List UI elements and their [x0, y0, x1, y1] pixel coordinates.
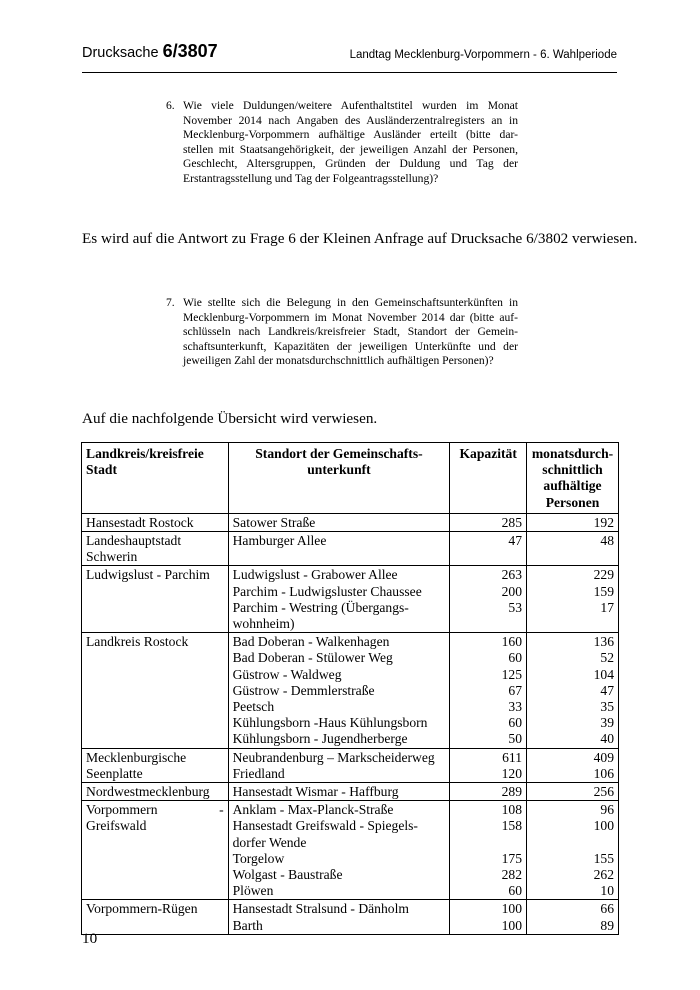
question-7-line: schlüsseln nach Landkreis/kreisfreier Stadt, Standort der Gemein-: [183, 325, 518, 339]
average-cell: 229 159 17: [527, 566, 619, 633]
location-cell: Neubrandenburg – Markscheiderweg Friedland: [228, 748, 450, 782]
question-6-line: Wie viele Duldungen/weitere Aufenthaltstitel wurden im Monat: [183, 99, 518, 112]
table-header-row: [82, 443, 619, 514]
district-cell: Landkreis Rostock: [82, 633, 229, 748]
question-6: [166, 99, 518, 187]
average-cell: 256: [527, 783, 619, 801]
document-reference: [82, 41, 218, 62]
average-cell: 66 89: [527, 900, 619, 934]
table-row: [82, 801, 619, 900]
location-cell: Hamburger Allee: [228, 532, 450, 566]
average-cell: 409 106: [527, 748, 619, 782]
location-cell: Anklam - Max-Planck-Straße Hansestadt Greifswald - Spiegels- dorfer Wende Torgelow Wolgast - Baustraße Plöwen: [228, 801, 450, 900]
table-row: [82, 513, 619, 531]
question-7: [166, 296, 518, 369]
district-cell: Vorpommern-Rügen: [82, 900, 229, 934]
district-cell: Vorpommern - Greifswald: [82, 801, 229, 900]
location-cell: Hansestadt Stralsund - Dänholm Barth: [228, 900, 450, 934]
parliament-name: Landtag Mecklenburg-Vorpommern - 6. Wahlperiode: [349, 49, 617, 61]
header-rule: [82, 72, 617, 73]
table-row: [82, 532, 619, 566]
header-district: Landkreis/kreisfreie Stadt: [82, 443, 229, 514]
document-prefix: Drucksache: [82, 45, 163, 61]
average-cell: 136 52 104 47 35 39 40: [527, 633, 619, 748]
accommodation-table: [81, 442, 619, 935]
question-7-line: Mecklenburg-Vorpommern im Monat November 2014 dar (bitte auf-: [183, 310, 518, 324]
average-cell: 48: [527, 532, 619, 566]
location-cell: Bad Doberan - Walkenhagen Bad Doberan - Stülower Weg Güstrow - Waldweg Güstrow - Demmlerstraße Peetsch Kühlungsborn -Haus Kühlungsborn Kühlungsborn - Jugendherberge: [228, 633, 450, 748]
table-row: [82, 566, 619, 633]
question-6-line: Geschlecht, Altersgruppen, Gründen der Duldung und Tag der: [183, 157, 518, 171]
question-7-line: jeweiligen Zahl der monatsdurchschnittlich aufhältigen Personen)?: [183, 354, 494, 368]
question-7-number: 7.: [166, 296, 175, 309]
document-number: 6/3807: [162, 41, 218, 61]
page-header: [82, 42, 617, 64]
answer-6: Es wird auf die Antwort zu Frage 6 der Kleinen Anfrage auf Drucksache 6/3802 verwiesen.: [82, 230, 638, 247]
header-average-persons: monatsdurch- schnittlich aufhältige Personen: [527, 443, 619, 514]
location-cell: Ludwigslust - Grabower Allee Parchim - Ludwigsluster Chaussee Parchim - Westring (Übergangs- wohnheim): [228, 566, 450, 633]
capacity-cell: 285: [450, 513, 527, 531]
capacity-cell: 289: [450, 783, 527, 801]
table-row: [82, 633, 619, 748]
district-cell: Hansestadt Rostock: [82, 513, 229, 531]
question-6-line: Erstantragsstellung und Tag der Folgeantragsstellung)?: [183, 171, 439, 185]
capacity-cell: 611 120: [450, 748, 527, 782]
question-7-line: Wie stellte sich die Belegung in den Gemeinschaftsunterkünften in: [183, 296, 518, 309]
district-cell: Nordwestmecklenburg: [82, 783, 229, 801]
answer-7: Auf die nachfolgende Übersicht wird verwiesen.: [82, 410, 378, 427]
average-cell: 192: [527, 513, 619, 531]
capacity-cell: 47: [450, 532, 527, 566]
district-cell: Landeshauptstadt Schwerin: [82, 532, 229, 566]
location-cell: Satower Straße: [228, 513, 450, 531]
header-capacity: Kapazität: [450, 443, 527, 514]
header-location: Standort der Gemeinschafts- unterkunft: [228, 443, 450, 514]
table-row: [82, 748, 619, 782]
capacity-cell: 108 158 175 282 60: [450, 801, 527, 900]
question-6-line: November 2014 nach Angaben des Ausländerzentralregisters an in: [183, 113, 518, 127]
capacity-cell: 100 100: [450, 900, 527, 934]
question-6-line: Mecklenburg-Vorpommern aufhältige Ausländer erteilt (bitte dar-: [183, 128, 518, 142]
table-row: [82, 900, 619, 934]
capacity-cell: 263 200 53: [450, 566, 527, 633]
location-cell: Hansestadt Wismar - Haffburg: [228, 783, 450, 801]
question-6-line: stellen mit Staatsangehörigkeit, der jeweiligen Anzahl der Personen,: [183, 142, 518, 156]
question-7-line: schaftsunterkunft, Kapazitäten der jeweiligen Unterkünfte und der: [183, 339, 518, 353]
page-number: 10: [82, 930, 98, 947]
average-cell: 96 100 155 262 10: [527, 801, 619, 900]
capacity-cell: 160 60 125 67 33 60 50: [450, 633, 527, 748]
district-cell: Ludwigslust - Parchim: [82, 566, 229, 633]
table-body: [82, 513, 619, 934]
district-cell: Mecklenburgische Seenplatte: [82, 748, 229, 782]
question-6-number: 6.: [166, 99, 175, 112]
table-row: [82, 783, 619, 801]
